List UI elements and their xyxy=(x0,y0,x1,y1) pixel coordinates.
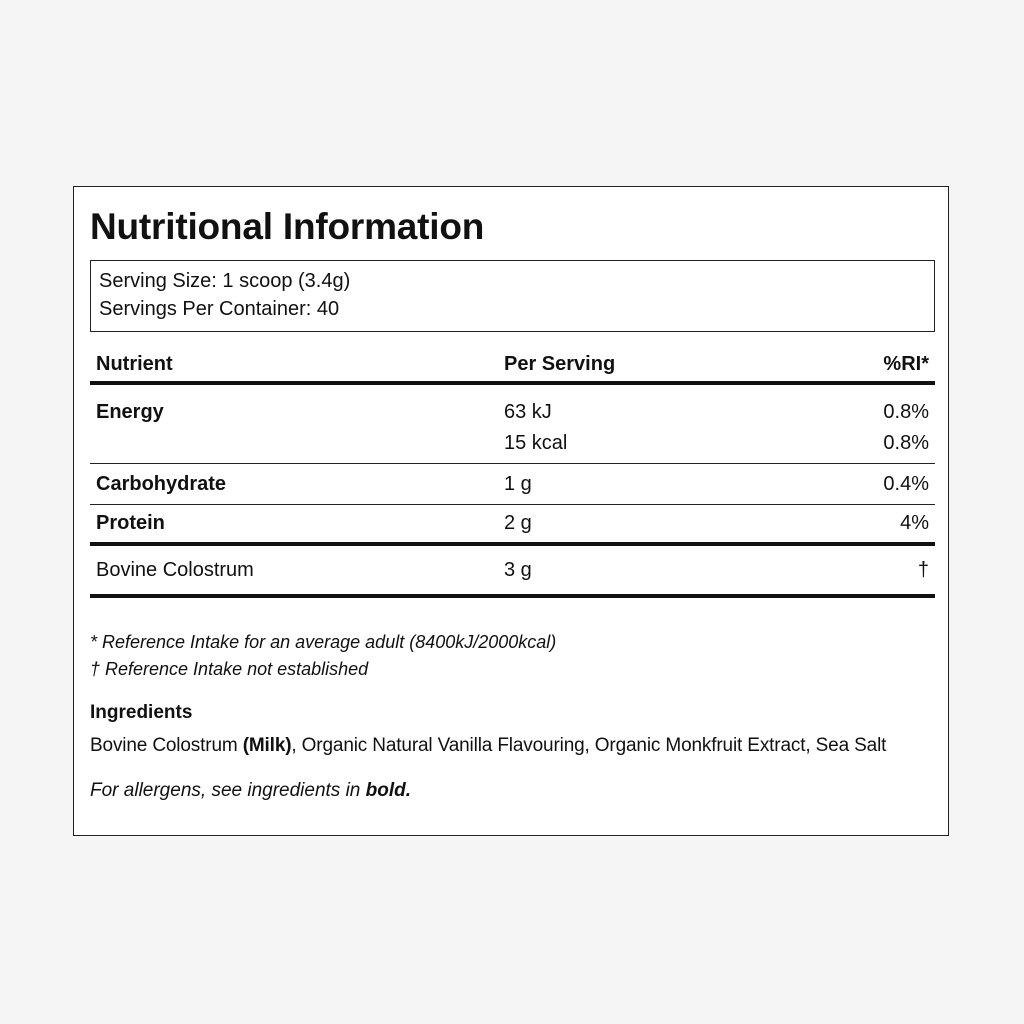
header-ri: %RI* xyxy=(883,352,929,375)
allergen-note xyxy=(90,778,411,804)
ri-value: 4% xyxy=(900,512,929,534)
ingredients-heading: Ingredients xyxy=(90,702,193,723)
nutrition-panel xyxy=(73,186,949,836)
nutrient-name: Protein xyxy=(96,512,165,534)
nutrient-name: Energy xyxy=(96,401,164,423)
footnotes xyxy=(90,629,556,683)
servings-per-container: Servings Per Container: 40 xyxy=(99,298,340,320)
ri-footnote: * Reference Intake for an average adult (8400kJ/2000kcal) xyxy=(90,632,557,652)
dagger-footnote: † Reference Intake not established xyxy=(90,659,369,679)
table-row xyxy=(90,385,935,424)
allergen-note-text: For allergens, see ingredients in xyxy=(90,780,361,801)
ingredient-item: Bovine Colostrum xyxy=(90,735,238,756)
ingredients-list xyxy=(90,733,886,759)
per-serving-value: 3 g xyxy=(504,558,532,581)
header-per-serving: Per Serving xyxy=(504,352,616,375)
panel-title: Nutritional Information xyxy=(90,206,485,247)
table-row xyxy=(90,505,935,546)
table-row xyxy=(90,424,935,464)
ri-value: 0.8% xyxy=(883,432,929,454)
table-row xyxy=(90,464,935,505)
serving-info-box xyxy=(90,260,935,332)
per-serving-value: 15 kcal xyxy=(504,432,568,454)
allergen-highlight: (Milk) xyxy=(242,735,292,756)
per-serving-value: 63 kJ xyxy=(504,401,552,423)
ri-value: 0.4% xyxy=(883,472,929,495)
per-serving-value: 1 g xyxy=(504,472,532,495)
ri-value: 0.8% xyxy=(883,401,929,423)
header-nutrient: Nutrient xyxy=(96,352,173,375)
allergen-note-bold: bold. xyxy=(365,780,412,801)
table-row xyxy=(90,546,935,598)
ri-value: † xyxy=(917,558,929,581)
per-serving-value: 2 g xyxy=(504,512,532,534)
ingredient-rest: , Organic Natural Vanilla Flavouring, Organic Monkfruit Extract, Sea Salt xyxy=(291,735,887,756)
serving-size: Serving Size: 1 scoop (3.4g) xyxy=(99,270,351,292)
nutrition-table xyxy=(90,347,935,598)
table-header-row xyxy=(90,347,935,385)
nutrient-name: Carbohydrate xyxy=(96,472,227,495)
nutrient-name: Bovine Colostrum xyxy=(96,558,254,581)
